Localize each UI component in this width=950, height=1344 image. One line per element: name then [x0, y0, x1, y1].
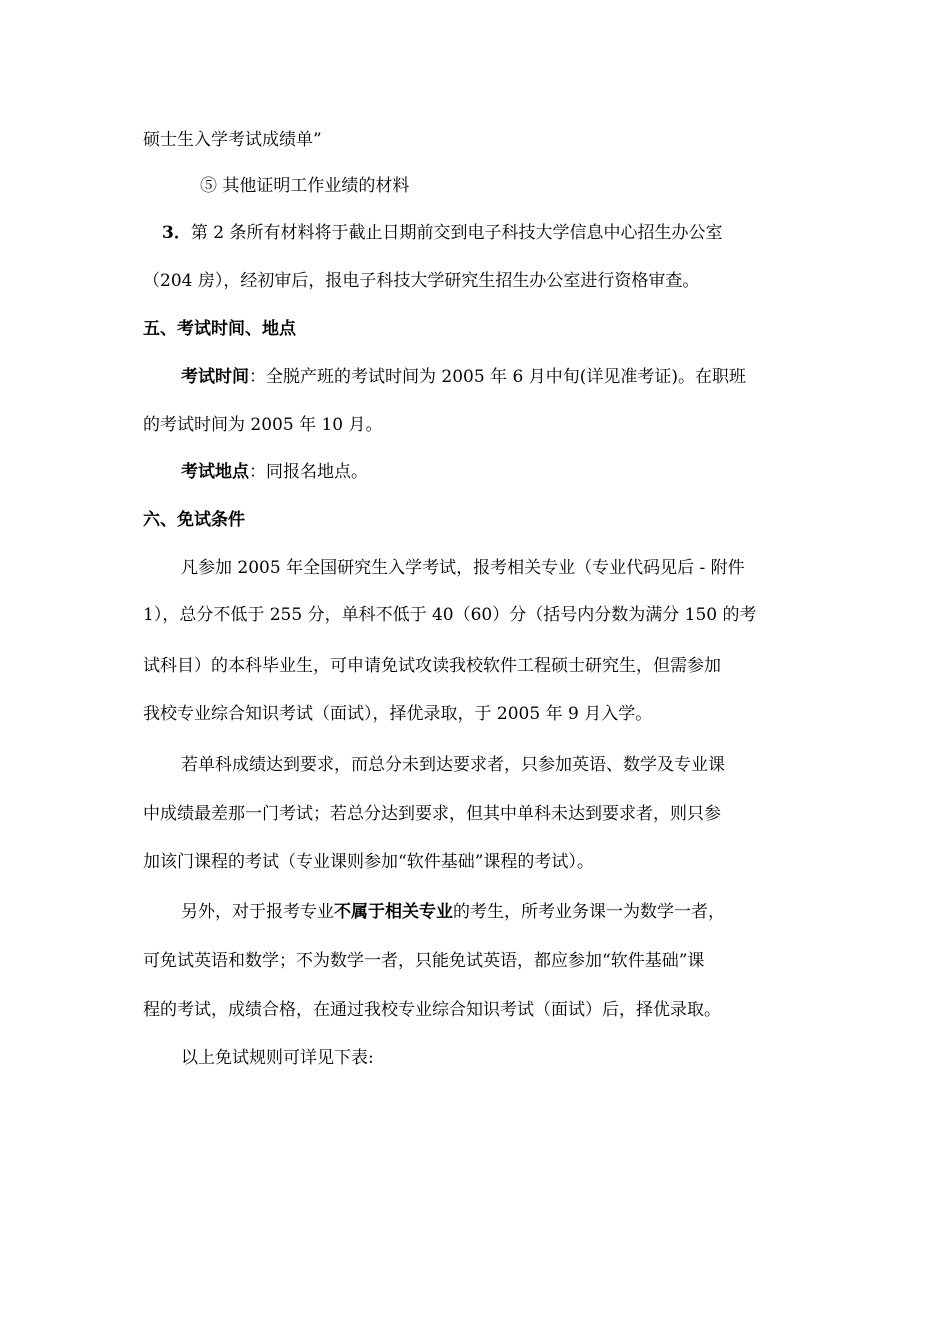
text-line — [143, 803, 721, 825]
text: 硕士生入学考试成绩单” — [143, 130, 322, 150]
text-line — [181, 557, 745, 579]
text-line — [181, 1047, 374, 1069]
text-line — [181, 366, 746, 388]
text: 程的考试，成绩合格，在通过我校专业综合知识考试（面试）后，择优录取。 — [143, 1000, 721, 1020]
text: 的考生，所考业务课一为数学一者， — [453, 902, 725, 922]
text-line — [143, 950, 704, 972]
text-line — [143, 851, 594, 873]
numbered-item-3 — [162, 222, 722, 244]
text-line — [143, 414, 383, 436]
text-line — [181, 901, 725, 923]
text: 1），总分不低于 255 分，单科不低于 40（60）分（括号内分数为满分 150 的考 — [143, 605, 757, 625]
text: ：同报名地点。 — [249, 462, 368, 482]
text: 中成绩最差那一门考试；若总分达到要求，但其中单科未达到要求者，则只参 — [143, 804, 721, 824]
emphasis-text: 不属于相关专业 — [334, 902, 453, 922]
text: 试科目）的本科毕业生，可申请免试攻读我校软件工程硕士研究生，但需参加 — [143, 656, 721, 676]
text: （204 房），经初审后，报电子科技大学研究生招生办公室进行资格审查。 — [143, 271, 700, 291]
text-line — [143, 129, 322, 151]
text-line — [143, 604, 757, 626]
text-line — [200, 175, 409, 197]
label-exam-location: 考试地点 — [181, 462, 249, 482]
text-line — [143, 655, 721, 677]
text: ：全脱产班的考试时间为 2005 年 6 月中旬(详见准考证)。在职班 — [249, 367, 746, 387]
text-line — [143, 703, 652, 725]
text-line — [143, 999, 721, 1021]
text-line — [143, 270, 699, 292]
text: 加该门课程的考试（专业课则参加“软件基础”课程的考试）。 — [143, 852, 594, 872]
section-heading-6 — [143, 509, 245, 531]
text: ⑤ 其他证明工作业绩的材料 — [200, 176, 410, 196]
text-line — [181, 461, 368, 483]
text: 另外，对于报考专业 — [181, 902, 334, 922]
text-line — [181, 754, 725, 776]
text: 第 2 条所有材料将于截止日期前交到电子科技大学信息中心招生办公室 — [190, 223, 723, 243]
text: 的考试时间为 2005 年 10 月。 — [143, 415, 383, 435]
label-exam-time: 考试时间 — [181, 367, 249, 387]
text: 以上免试规则可详见下表: — [181, 1048, 374, 1068]
text: 若单科成绩达到要求，而总分未到达要求者，只参加英语、数学及专业课 — [181, 755, 725, 775]
item-number: 3． — [162, 223, 191, 243]
text: 凡参加 2005 年全国研究生入学考试，报考相关专业（专业代码见后 - 附件 — [181, 558, 745, 578]
heading-text: 六、免试条件 — [143, 510, 245, 530]
section-heading-5 — [143, 318, 296, 340]
heading-text: 五、考试时间、地点 — [143, 319, 296, 339]
text: 可免试英语和数学；不为数学一者，只能免试英语，都应参加“软件基础”课 — [143, 951, 705, 971]
text: 我校专业综合知识考试（面试），择优录取，于 2005 年 9 月入学。 — [143, 704, 653, 724]
